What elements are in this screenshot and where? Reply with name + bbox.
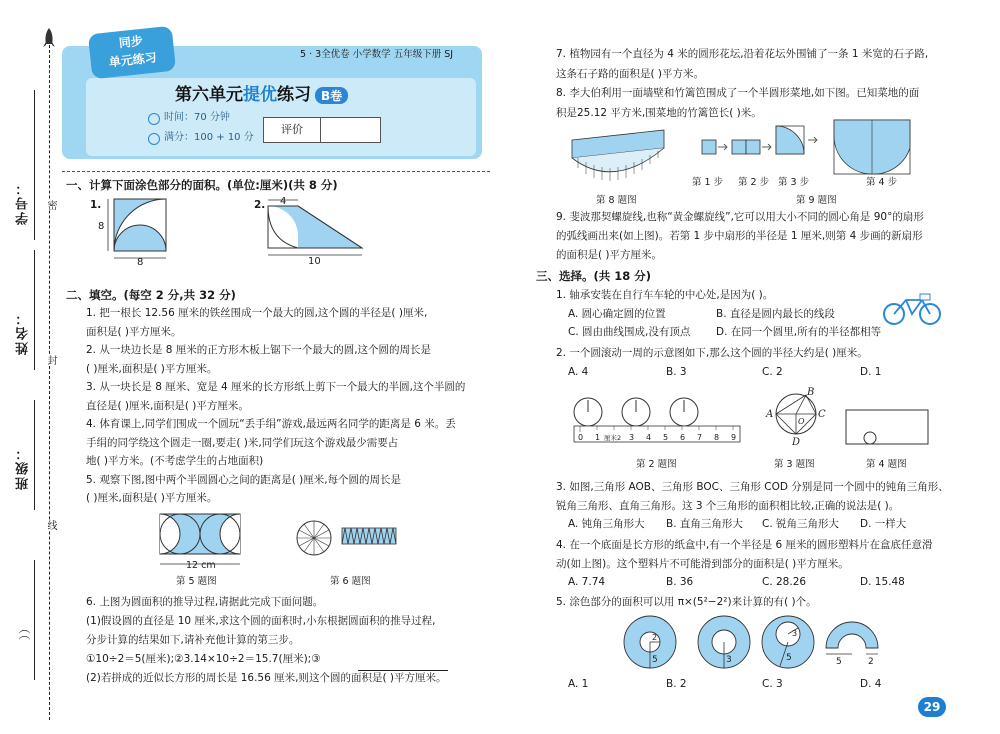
choice4-opt-d[interactable]: D. 15.48 bbox=[860, 576, 905, 588]
q6-line: (2)若拼成的近似长方形的周长是 16.56 厘米,则这个圆的面积是( )平方厘米。 bbox=[86, 672, 447, 684]
clock-icon bbox=[148, 113, 160, 125]
fill-line: 5. 观察下图,图中两个半圆圆心之间的距离是( )厘米,每个圆的周长是 bbox=[86, 473, 402, 486]
fill-line: 直径是( )厘米,面积是( )平方厘米。 bbox=[86, 399, 249, 412]
seal-mark-seal: 封 bbox=[45, 355, 56, 365]
ring2-label: 3 bbox=[726, 655, 732, 665]
choice2-question: 2. 一个圆滚动一周的示意图如下,那么这个圆的半径大约是( )厘米。 bbox=[556, 347, 868, 359]
extra-line bbox=[34, 560, 35, 680]
choice2-opt-d[interactable]: D. 1 bbox=[860, 366, 882, 378]
fig2-rolling-circle-ruler bbox=[570, 396, 742, 446]
title-pre: 第六单元 bbox=[175, 85, 243, 105]
q8-block bbox=[556, 83, 919, 123]
seal-mark-cut: 密 bbox=[45, 200, 56, 210]
q6-block bbox=[86, 593, 446, 688]
q6-line: (1)假设圆的直径是 10 厘米,求这个圆的面积时,小东根据圆面积的推导过程, bbox=[86, 615, 436, 627]
fill-line: 地( )平方米。(不考虑学生的占地面积) bbox=[86, 455, 264, 467]
fig9-caption: 第 9 题图 bbox=[796, 195, 837, 206]
ruler-tick: 5 bbox=[663, 433, 669, 442]
fig8-caption: 第 8 题图 bbox=[596, 195, 637, 206]
q9-line: 9. 斐波那契螺旋线,也称“黄金螺旋线”,它可以用大小不同的圆心角是 90°的扇形 bbox=[556, 211, 924, 223]
page-title bbox=[175, 80, 348, 105]
fill-line: 1. 把一根长 12.56 厘米的铁丝围成一个最大的圆,这个圆的半径是( )厘米, bbox=[86, 307, 428, 319]
choice3-opt-c[interactable]: C. 锐角三角形大 bbox=[762, 518, 840, 530]
time-info: 时间：70 分钟 bbox=[164, 112, 230, 123]
bicycle-icon bbox=[882, 290, 942, 326]
page-number: 29 bbox=[918, 697, 946, 717]
q1-number: 1. bbox=[90, 199, 102, 211]
fig8-fence-garden bbox=[564, 126, 674, 186]
q9-line: 的面积是( )平方厘米。 bbox=[556, 249, 663, 261]
q2-top-label: 4 bbox=[280, 196, 287, 207]
fig9-step4: 第 4 步 bbox=[866, 177, 898, 188]
choice2-opt-a[interactable]: A. 4 bbox=[568, 366, 589, 378]
choice5-opt-d[interactable]: D. 4 bbox=[860, 678, 882, 690]
score-info: 满分：100 + 10 分 bbox=[164, 132, 254, 143]
q2-bottom-label: 10 bbox=[308, 256, 321, 267]
ruler-tick: 3 bbox=[629, 433, 635, 442]
fig4-caption: 第 4 题图 bbox=[866, 459, 907, 470]
q7-line: 这条石子路的面积是( )平方米。 bbox=[556, 68, 705, 80]
choice4-block bbox=[556, 536, 933, 574]
q1-bottom-label: 8 bbox=[137, 257, 144, 268]
fig9-step3: 第 3 步 bbox=[778, 177, 810, 188]
ruler-tick: 厘米2 bbox=[604, 434, 622, 442]
fig9-step2: 第 2 步 bbox=[738, 177, 770, 188]
fill-line: ( )厘米,面积是( )平方厘米。 bbox=[86, 362, 218, 375]
ring3-inner-label: 3 bbox=[792, 629, 798, 638]
choice2-opt-b[interactable]: B. 3 bbox=[666, 366, 687, 378]
point-label-d: D bbox=[792, 437, 801, 448]
fig3-circle-triangles bbox=[762, 388, 832, 448]
point-label-c: C bbox=[818, 409, 826, 420]
class-label: 班级： bbox=[16, 445, 31, 490]
fig9-step1: 第 1 步 bbox=[692, 177, 724, 188]
choice4-opt-b[interactable]: B. 36 bbox=[666, 576, 694, 588]
choice3-opt-b[interactable]: B. 直角三角形大 bbox=[666, 518, 743, 530]
fig2-caption: 第 2 题图 bbox=[636, 459, 677, 470]
fig6-circle-sectors bbox=[296, 520, 406, 560]
semi-ring-outer-label: 5 bbox=[836, 657, 842, 667]
fig5-width-label: 12 cm bbox=[186, 560, 216, 571]
fill-line: 3. 从一块长是 8 厘米、宽是 4 厘米的长方形纸上剪下一个最大的半圆,这个半圆的 bbox=[86, 381, 466, 393]
check-icon bbox=[148, 133, 160, 145]
choice3-opt-d[interactable]: D. 一样大 bbox=[860, 518, 907, 530]
title-post: 练习 bbox=[277, 85, 311, 105]
evaluation-box[interactable] bbox=[263, 117, 381, 143]
seal-mark-line: 线 bbox=[45, 520, 56, 530]
fill-line: 面积是( )平方厘米。 bbox=[86, 325, 182, 338]
fig6-caption: 第 6 题图 bbox=[330, 576, 371, 587]
class-line bbox=[34, 400, 35, 510]
ring1-outer-label: 5 bbox=[652, 655, 658, 665]
ruler-tick: 0 bbox=[578, 433, 584, 442]
fig3-caption: 第 3 题图 bbox=[774, 459, 815, 470]
choice3-line: 3. 如图,三角形 AOB、三角形 BOC、三角形 COD 分别是同一个圆中的钝角三角形、 bbox=[556, 481, 949, 493]
ruler-tick: 1 bbox=[595, 433, 601, 442]
q6-line: ①10÷2＝5(厘米);②3.14×10÷2＝15.7(厘米);③ bbox=[86, 653, 321, 665]
choice1-opt-d[interactable]: D. 在同一个圆里,所有的半径都相等 bbox=[716, 326, 882, 338]
choice5-question: 5. 涂色部分的面积可以用 π×(5²−2²)来计算的有( )个。 bbox=[556, 596, 817, 608]
choice3-block bbox=[556, 478, 949, 516]
fig9-fibonacci-steps bbox=[696, 118, 926, 178]
choice4-line: 4. 在一个底面是长方形的纸盒中,有一个半径是 6 厘米的圆形塑料片在盒底任意滑 bbox=[556, 539, 933, 551]
choice5-opt-c[interactable]: C. 3 bbox=[762, 678, 783, 690]
q9-line: 的弧线画出来(如上图)。若第 1 步中扇形的半径是 1 厘米,则第 4 步画的新扇形 bbox=[556, 230, 923, 242]
binding-dashed-line bbox=[49, 40, 50, 720]
rocket-icon bbox=[42, 28, 56, 50]
choice4-opt-a[interactable]: A. 7.74 bbox=[568, 576, 606, 588]
choice1-opt-c[interactable]: C. 圆由曲线围成,没有顶点 bbox=[568, 326, 691, 338]
semi-ring-width-label: 2 bbox=[868, 657, 874, 667]
extra-margin-mark: （（ bbox=[17, 622, 31, 640]
q6-line: 分步计算的结果如下,请补充他计算的第三步。 bbox=[86, 634, 300, 646]
unit-practice-badge: 同步 单元练习 bbox=[88, 26, 176, 80]
choice3-line: 锐角三角形、直角三角形。这 3 个三角形的面积相比较,正确的说法是( )。 bbox=[556, 500, 900, 512]
section1-heading: 一、计算下面涂色部分的面积。(单位:厘米)(共 8 分) bbox=[66, 178, 338, 192]
fill-line: 2. 从一块边长是 8 厘米的正方形木板上锯下一个最大的圆,这个圆的周长是 bbox=[86, 344, 432, 356]
choice2-opt-c[interactable]: C. 2 bbox=[762, 366, 783, 378]
ruler-tick: 4 bbox=[646, 433, 652, 442]
q9-block bbox=[556, 208, 924, 265]
choice4-opt-c[interactable]: C. 28.26 bbox=[762, 576, 807, 588]
point-label-a: A bbox=[766, 409, 774, 420]
point-label-o: O bbox=[798, 417, 805, 426]
header-divider bbox=[62, 171, 490, 172]
q7-line: 7. 植物园有一个直径为 4 米的圆形花坛,沿着花坛外围铺了一条 1 米宽的石子路, bbox=[556, 48, 929, 60]
choice1-opt-b[interactable]: B. 直径是圆内最长的线段 bbox=[716, 308, 835, 320]
ruler-tick: 7 bbox=[697, 433, 703, 442]
choice3-opt-a[interactable]: A. 钝角三角形大 bbox=[568, 518, 645, 530]
ruler-tick: 9 bbox=[731, 433, 737, 442]
fill-line: 手绢的同学绕这个圆走一圈,要走( )米,同学们玩这个游戏最少需要占 bbox=[86, 436, 399, 449]
q7-block bbox=[556, 44, 928, 84]
q6-answer-line[interactable] bbox=[358, 670, 448, 671]
fig5-caption: 第 5 题图 bbox=[176, 576, 217, 587]
fig5-ring-options bbox=[622, 614, 912, 674]
q1-side-label: 8 bbox=[98, 221, 105, 232]
ruler-tick: 6 bbox=[680, 433, 686, 442]
fill-line: ( )厘米,面积是( )平方厘米。 bbox=[86, 492, 218, 504]
point-label-b: B bbox=[807, 387, 815, 398]
fill-line: 4. 体育课上,同学们围成一个圆玩“丢手绢”游戏,最远两名同学的距离是 6 米。丢 bbox=[86, 418, 456, 430]
name-label: 姓名： bbox=[16, 310, 31, 355]
choice1-opt-a[interactable]: A. 圆心确定圆的位置 bbox=[568, 308, 666, 320]
section3-heading: 三、选择。(共 18 分) bbox=[536, 269, 652, 283]
choice1-question: 1. 轴承安装在自行车车轮的中心处,是因为( )。 bbox=[556, 289, 774, 301]
ring3-outer-label: 5 bbox=[786, 653, 792, 663]
title-highlight: 提优 bbox=[243, 85, 277, 105]
q2-figure bbox=[262, 196, 372, 266]
fig5-semicircles bbox=[158, 512, 248, 572]
ruler-tick: 8 bbox=[714, 433, 720, 442]
choice4-line: 动(如上图)。这个塑料片不可能滑到部分的面积是( )平方厘米。 bbox=[556, 558, 849, 570]
student-no-line bbox=[34, 90, 35, 240]
section2-heading: 二、填空。(每空 2 分,共 32 分) bbox=[66, 288, 236, 302]
top-info: 5 · 3全优卷 小学数学 五年级下册 SJ bbox=[300, 49, 454, 60]
evaluation-label: 评价 bbox=[264, 118, 321, 142]
fig4-box-disc bbox=[844, 408, 934, 448]
name-line bbox=[34, 250, 35, 370]
ring1-inner-label: 2 bbox=[652, 633, 658, 642]
q1-figure bbox=[98, 195, 180, 268]
b-version-badge: B卷 bbox=[315, 87, 348, 104]
q2-number: 2. bbox=[254, 199, 266, 211]
choice5-opt-a[interactable]: A. 1 bbox=[568, 678, 589, 690]
choice5-opt-b[interactable]: B. 2 bbox=[666, 678, 687, 690]
q8-line: 8. 李大伯利用一面墙壁和竹篱笆围成了一个半圆形菜地,如下图。已知菜地的面 bbox=[556, 87, 920, 99]
student-no-label: 学号： bbox=[16, 180, 31, 225]
fill-in-questions bbox=[86, 304, 465, 508]
q6-line: 6. 上图为圆面积的推导过程,请据此完成下面问题。 bbox=[86, 596, 324, 608]
q8-line: 积是25.12 平方米,围菜地的竹篱笆长( )米。 bbox=[556, 107, 762, 119]
